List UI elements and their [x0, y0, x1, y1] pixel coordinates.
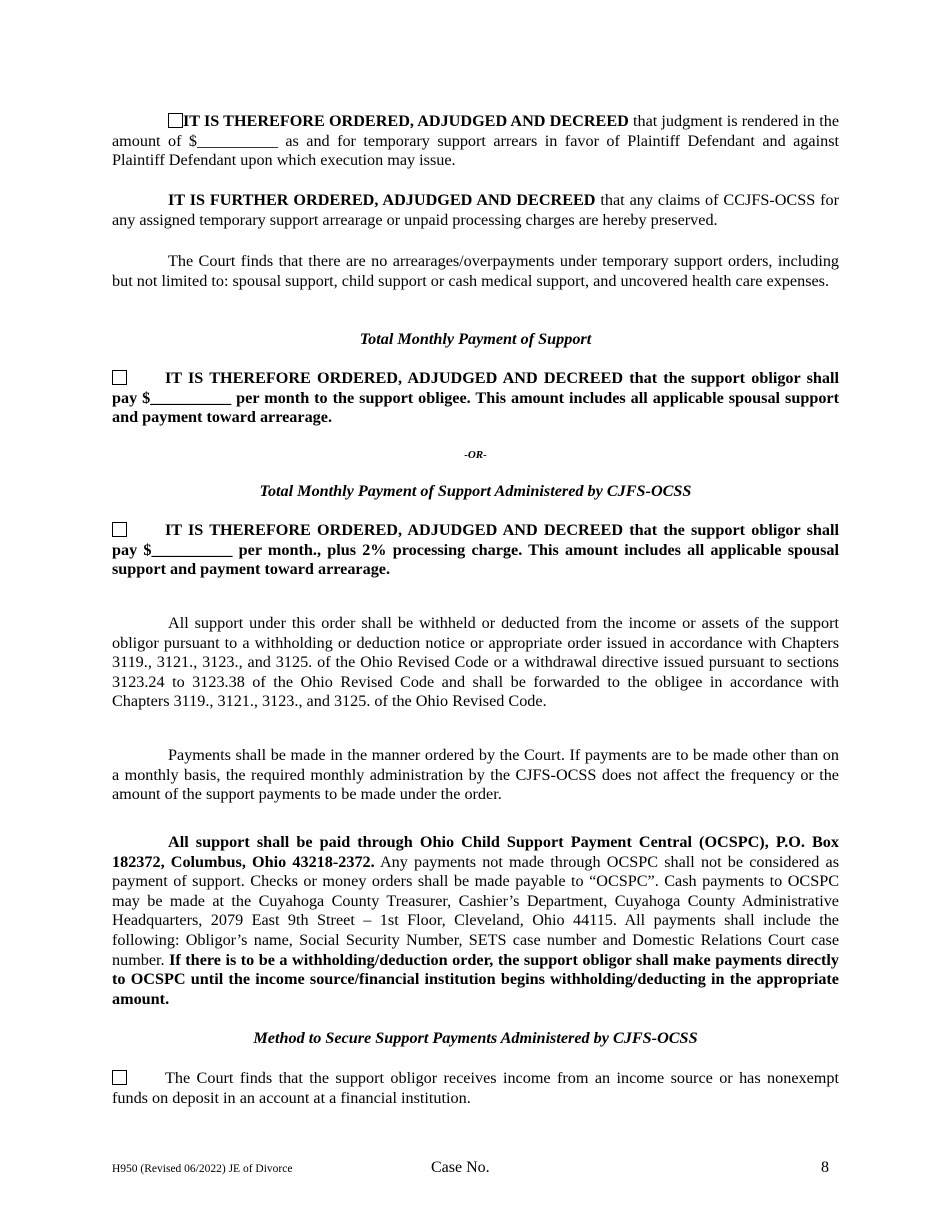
administered-pay-paragraph: [112, 521, 839, 580]
judgment-bold-lead: IT IS THEREFORE ORDERED, ADJUDGED AND DECREED: [183, 112, 629, 130]
judgment-checkbox[interactable]: [168, 113, 183, 128]
payments-manner-paragraph: [112, 746, 839, 805]
judgment-paragraph: [112, 112, 839, 171]
support-obligor-pay-checkbox[interactable]: [112, 370, 127, 385]
further-ordered-paragraph: [112, 191, 839, 230]
heading-method-secure: Method to Secure Support Payments Administered by CJFS-OCSS: [253, 1029, 698, 1047]
support-obligor-pay-text: IT IS THEREFORE ORDERED, ADJUDGED AND DECREED that the support obligor shall pay $__________ per month to the support obligee. This amount includes all applicable spousal support and payment toward arrearage.: [112, 369, 839, 427]
income-source-checkbox[interactable]: [112, 1070, 127, 1085]
administered-pay-checkbox[interactable]: [112, 522, 127, 537]
heading-administered-payment: Total Monthly Payment of Support Administered by CJFS-OCSS: [259, 482, 692, 500]
judgment-text: that judgment is rendered in the amount of $__________ as and for temporary support arrears in favor of Plaintiff Defendant and against Plaintiff Defendant upon which execution may issue.: [112, 112, 840, 170]
administered-pay-text: IT IS THEREFORE ORDERED, ADJUDGED AND DECREED that the support obligor shall pay $__________ per month., plus 2% processing charge. This amount includes all applicable spousal support and payment toward arrearage.: [112, 521, 839, 579]
income-source-paragraph: [112, 1069, 839, 1108]
page-footer: [112, 1158, 839, 1178]
withholding-text: All support under this order shall be withheld or deducted from the income or assets of the support obligor pursuant to a withholding or deduction notice or appropriate order issued in accordance with Chapters 3119., 3121., 3123., and 3125. of the Ohio Revised Code or a withdrawal directive issued pursuant to sections 3123.24 to 3123.38 of the Ohio Revised Code and shall be forwarded to the obligee in accordance with Chapters 3119., 3121., 3123., and 3125. of the Ohio Revised Code.: [112, 614, 839, 711]
ocspc-text: Any payments not made through OCSPC shall not be considered as payment of support. Checks or money orders shall be made payable to “OCSPC”. Cash payments to OCSPC may be made at the Cuyahoga County Treasurer, Cashier’s Department, Cuyahoga County Administrative Headquarters, 2079 East 9th Street – 1st Floor, Cleveland, Ohio 44115. All payments shall include the following: Obligor’s name, Social Security Number, SETS case number and Domestic Relations Court case number.: [112, 852, 840, 969]
withholding-paragraph: [112, 614, 839, 712]
further-ordered-text: that any claims of CCJFS-OCSS for any assigned temporary support arrearage or unpaid processing charges are hereby preserved.: [112, 191, 839, 229]
ocspc-bold-tail: If there is to be a withholding/deduction order, the support obligor shall make payments directly to OCSPC until the income source/financial institution begins withholding/deducting in the appropriate amount.: [112, 950, 839, 1008]
support-obligor-pay-paragraph: [112, 369, 839, 428]
further-ordered-bold-lead: IT IS FURTHER ORDERED, ADJUDGED AND DECREED: [168, 191, 596, 209]
no-arrearages-paragraph: [112, 252, 839, 291]
page-number: 8: [821, 1159, 829, 1176]
ocspc-bold-lead: All support shall be paid through Ohio Child Support Payment Central (OCSPC), P.O. Box 182372, Columbus, Ohio 43218-2372.: [112, 833, 839, 871]
form-id: H950 (Revised 06/2022) JE of Divorce: [112, 1163, 293, 1175]
or-separator: -OR-: [464, 449, 487, 461]
no-arrearages-text: The Court finds that there are no arrearages/overpayments under temporary support orders, including but not limited to: spousal support, child support or cash medical support, and uncovered health care expenses.: [112, 252, 839, 290]
heading-total-monthly-payment: Total Monthly Payment of Support: [359, 330, 592, 348]
case-number-label: Case No.: [431, 1159, 490, 1176]
income-source-text: The Court finds that the support obligor receives income from an income source or has nonexempt funds on deposit in an account at a financial institution.: [112, 1069, 839, 1107]
payments-manner-text: Payments shall be made in the manner ordered by the Court. If payments are to be made other than on a monthly basis, the required monthly administration by the CJFS-OCSS does not affect the frequency or the amount of the support payments to be made under the order.: [112, 746, 839, 804]
ocspc-paragraph: [112, 833, 839, 1009]
